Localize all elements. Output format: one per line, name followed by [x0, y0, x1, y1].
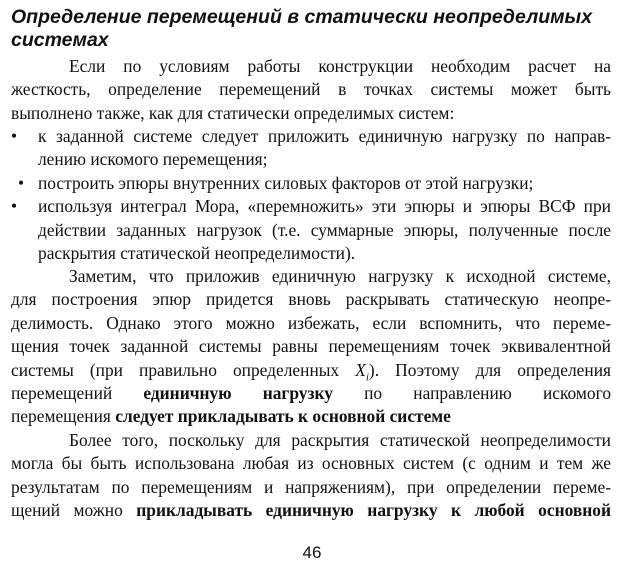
- text-line: Заметим, что приложив единичную нагрузку к исходной системе,: [69, 266, 611, 286]
- heading-line: системах: [11, 29, 109, 52]
- text-line: [11, 382, 611, 405]
- text-line: жесткость, определение перемещений в точках системы может быть: [11, 79, 611, 100]
- text-fragment: перемещения: [11, 406, 116, 427]
- list-item-continuation: раскрытия статической неопределимости).: [38, 242, 356, 263]
- text-fragment: системы (при правильно определенных: [11, 359, 356, 380]
- text-line: могла бы быть использована любая из основных систем (с одним и тем же: [11, 453, 611, 474]
- list-item-continuation: лению искомого перемещения;: [38, 149, 268, 170]
- list-item-text: используя интеграл Мора, «перемножить» эти эпюры и эпюры ВСФ при: [38, 196, 611, 217]
- text-fragment: перемещений: [11, 382, 144, 403]
- text-fragment: по направлению искомого: [364, 382, 612, 403]
- text-line: результатам по перемещениям и напряжениям), при определении переме-: [11, 476, 611, 497]
- bullet-list: [11, 125, 611, 265]
- list-item-text: построить эпюры внутренних силовых факторов от этой нагрузки;: [38, 172, 534, 193]
- list-item: [11, 125, 611, 148]
- text-line: Если по условиям работы конструкции необходим расчет на: [69, 56, 611, 76]
- list-item: [11, 195, 611, 218]
- text-line: [11, 405, 611, 428]
- page-number: 46: [302, 543, 322, 562]
- emphasis-text: следует прикладывать к основной системе: [115, 406, 451, 427]
- variable-subscript: i: [365, 371, 369, 384]
- heading-line: Определение перемещений в статически неопределимых: [11, 6, 593, 28]
- emphasis-text: прикладывать единичную нагрузку к любой основной: [136, 500, 611, 521]
- text-line: щения точек заданной системы равны перемещениям точек эквивалентной: [11, 336, 611, 357]
- text-line: делимость. Однако этого можно избежать, если вспомнить, что переме-: [11, 312, 611, 333]
- bullet-icon: •: [17, 172, 25, 193]
- text-fragment: ). Поэтому для определения: [368, 359, 611, 380]
- list-item: [11, 172, 611, 195]
- list-item-text: к заданной системе следует приложить единичную нагрузку по направ-: [38, 126, 611, 146]
- bullet-icon: •: [11, 196, 18, 217]
- text-line: [11, 499, 611, 522]
- emphasis-text: единичную нагрузку: [143, 382, 333, 403]
- text-line: Более того, поскольку для раскрытия статической неопределимости: [69, 430, 611, 450]
- section-heading: [11, 6, 611, 53]
- text-fragment: щений можно: [11, 500, 137, 521]
- paragraph-intro: [11, 55, 611, 125]
- bullet-icon: •: [11, 126, 18, 146]
- text-line: для построения эпюр придется вновь раскрывать статическую неопре-: [11, 289, 611, 310]
- text-line: [11, 359, 611, 382]
- paragraph-conclusion: [11, 429, 611, 523]
- list-item-continuation: действии заданных нагрузок (т.е. суммарные эпюры, полученные после: [38, 219, 611, 240]
- text-line: выполнено также, как для статически определимых систем:: [11, 102, 455, 123]
- paragraph-note: [11, 265, 611, 429]
- variable-x: X: [355, 359, 366, 380]
